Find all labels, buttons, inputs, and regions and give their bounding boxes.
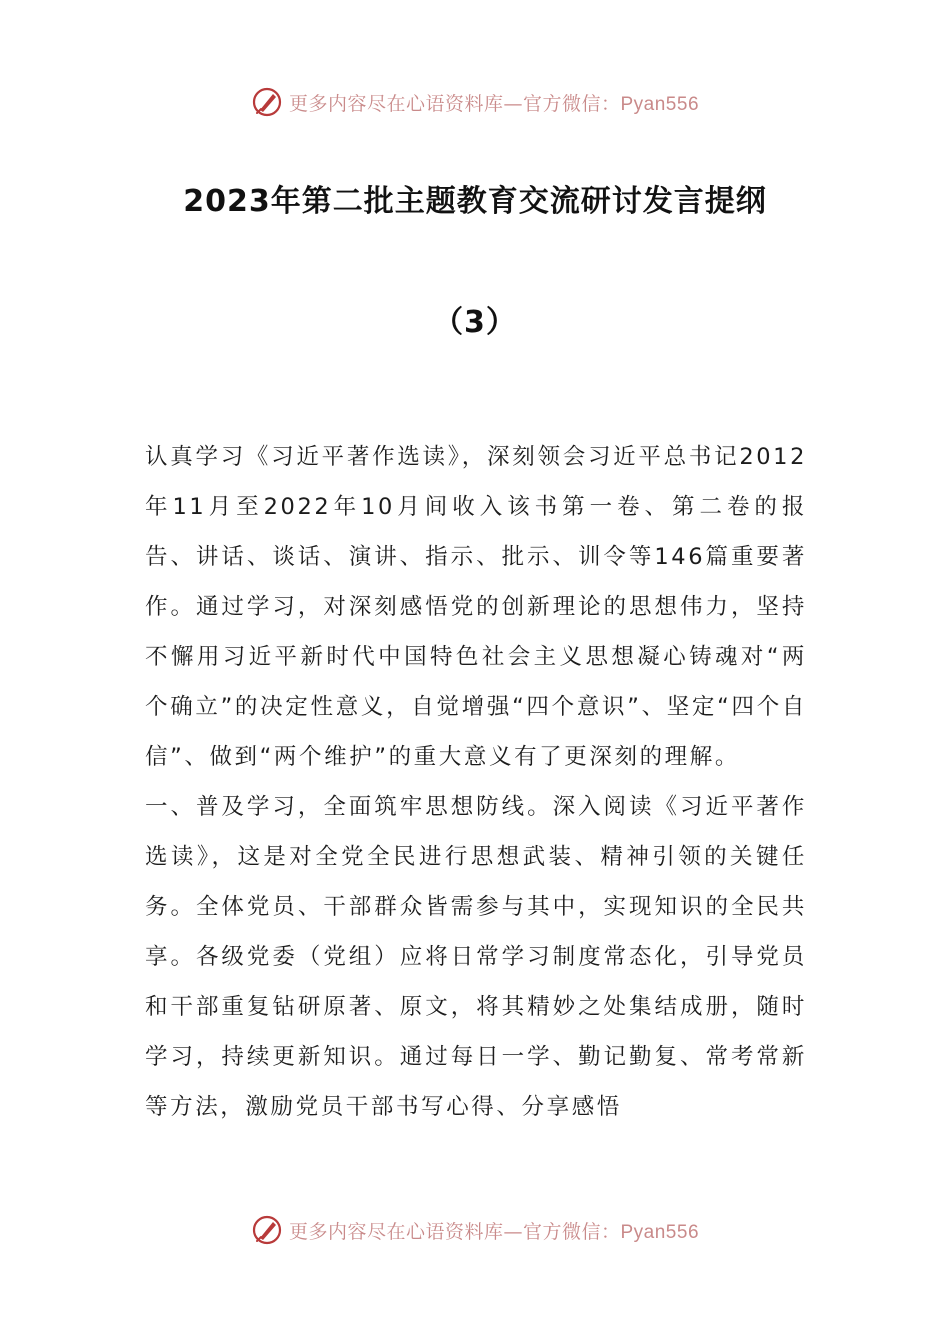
body-paragraph-intro: 认真学习《习近平著作选读》，深刻领会习近平总书记2012年11月至2022年10月间收入该书第一卷、第二卷的报告、讲话、谈话、演讲、指示、批示、训令等146篇重要著作。通过学习，对深刻感悟党的创新理论的思想伟力，坚持不懈用习近平新时代中国特色社会主义思想凝心铸魂对“两个确立”的决定性意义，自觉增强“四个意识”、坚定“四个自信”、做到“两个维护”的重大意义有了更深刻的理解。 bbox=[145, 444, 807, 770]
header-banner-wechat-id: Pyan556 bbox=[620, 93, 700, 115]
footer-banner-cn: 更多内容尽在心语资料库—官方微信： bbox=[288, 1220, 621, 1243]
body-paragraph-section-1: 一、普及学习，全面筑牢思想防线。深入阅读《习近平著作选读》，这是对全党全民进行思想武装、精神引领的关键任务。全体党员、干部群众皆需参与其中，实现知识的全民共享。各级党委（党组）应将日常学习制度常态化，引导党员和干部重复钻研原著、原文，将其精妙之处集结成册，随时学习，持续更新知识。通过每日一学、勤记勤复、常考常新等方法，激励党员干部书写心得、分享感悟 bbox=[145, 794, 807, 1120]
header-banner-cn: 更多内容尽在心语资料库—官方微信： bbox=[288, 92, 621, 115]
document-title-number: （3） bbox=[433, 305, 517, 340]
footer-banner-text bbox=[289, 1217, 699, 1244]
footer-banner bbox=[0, 1210, 950, 1250]
header-banner bbox=[0, 82, 950, 122]
quill-logo-icon bbox=[251, 1214, 283, 1246]
footer-banner-wechat-id: Pyan556 bbox=[620, 1221, 700, 1243]
document-body bbox=[145, 432, 807, 1132]
document-title: 2023年第二批主题教育交流研讨发言提纲 bbox=[183, 184, 767, 219]
header-banner-text bbox=[289, 89, 699, 116]
quill-logo-icon bbox=[251, 86, 283, 118]
